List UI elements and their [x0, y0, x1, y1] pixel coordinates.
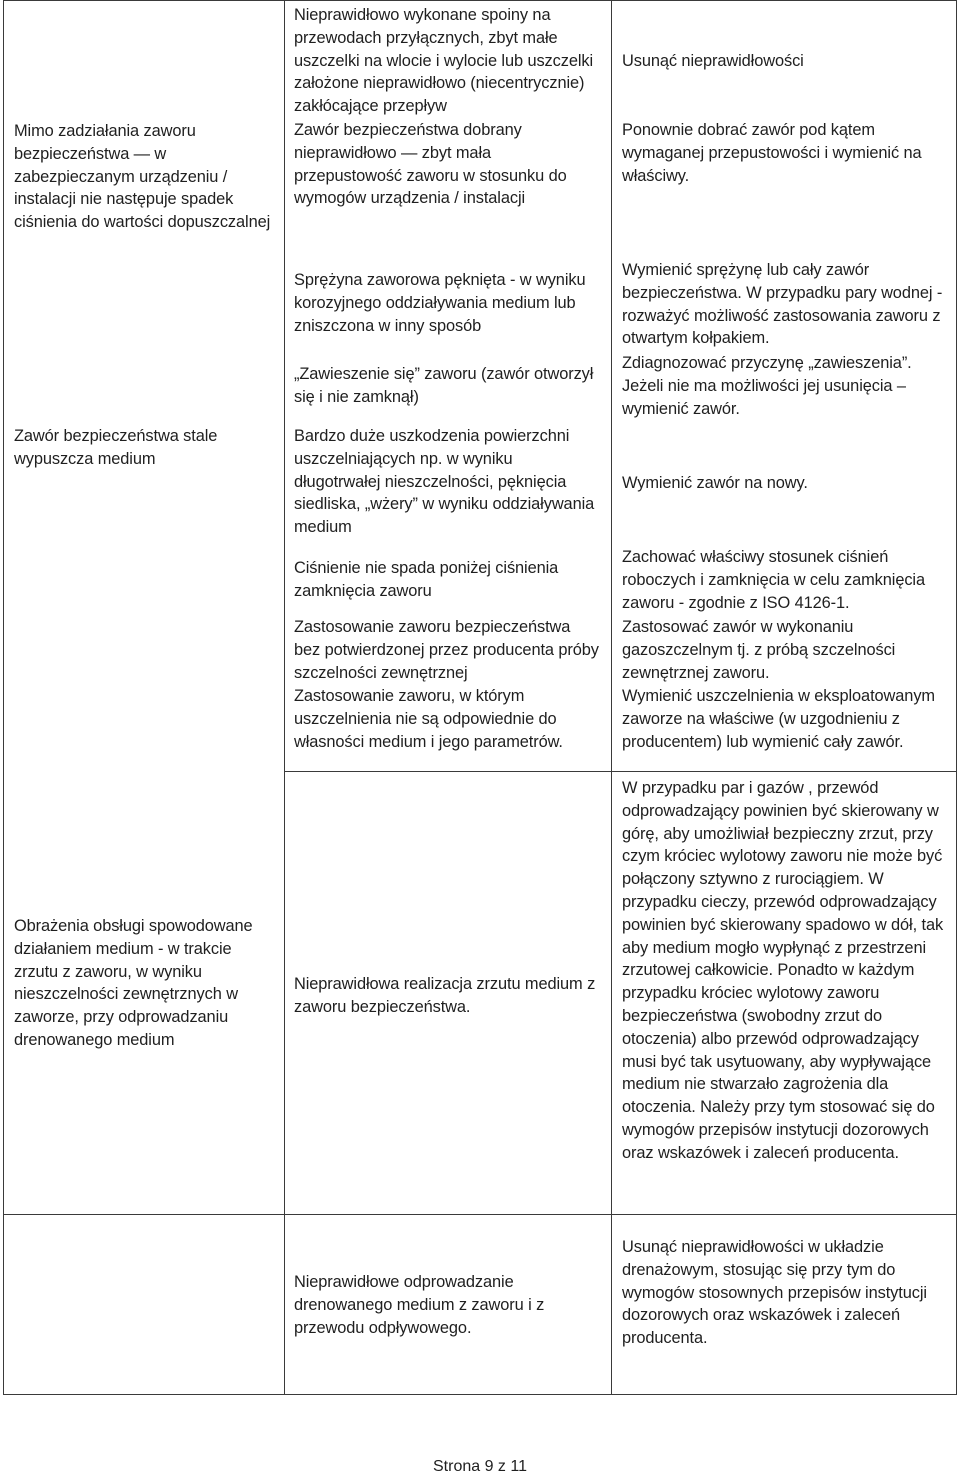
cause-cell-b: Zawór bezpieczeństwa dobrany nieprawidłowo — zbyt mała przepustowość zaworu w stosunku do wymogów urządzenia / instalacji: [294, 121, 567, 208]
remedy-cell-g: Zastosować zawór w wykonaniu gazoszczelnym tj. z próbą szczelności zewnętrznej zaworu.: [622, 618, 896, 682]
remedy-cell-i: W przypadku par i gazów , przewód odprowadzający powinien być skierowany w górę, aby umożliwiał bezpieczny zrzut, przy czym króciec wylotowy zaworu nie może być połączony sztywno z rurociągiem. W przypadku cieczy, przewód odprowadzający powinien być skierowany spadowo w dół, tak aby medium mogło wypłynąć z przestrzeni zrzutowej całkowicie. Ponadto w każdym przypadku króciec wylotowy zaworu bezpieczeństwa (swobodny zrzut do otoczenia) albo przewód odprowadzający musi być tak usytuowany, aby wypływające medium nie stwarzało zagrożenia dla otoczenia. Należy przy tym stosować się do wymogów przepisów instytucji dozorowych oraz wskazówek i zaleceń producenta.: [622, 779, 944, 1162]
remedy-cell-b: Ponownie dobrać zawór pod kątem wymaganej przepustowości i wymienić na właściwy.: [622, 121, 922, 185]
cause-cell-j: Nieprawidłowe odprowadzanie drenowanego medium z zaworu i z przewodu odpływowego.: [294, 1273, 545, 1337]
remedy-cell-j: Usunąć nieprawidłowości w układzie drenażowym, stosując się przy tym do wymogów stosownych przepisów instytucji dozorowych oraz wskazówek i zaleceń producenta.: [622, 1238, 927, 1348]
row-divider-h1: [284, 771, 957, 772]
cause-cell-d: „Zawieszenie się” zaworu (zawór otworzył się i nie zamknął): [294, 365, 594, 406]
cause-cell-f: Ciśnienie nie spada poniżej ciśnienia zamknięcia zaworu: [294, 559, 559, 600]
cause-cell-e: Bardzo duże uszkodzenia powierzchni uszczelniających np. w wyniku długotrwałej nieszczelności, pęknięcia siedliska, „wżery” w wyniku oddziaływania medium: [294, 427, 595, 537]
table-border-top: [3, 0, 957, 1]
cause-cell-i: Nieprawidłowa realizacja zrzutu medium z zaworu bezpieczeństwa.: [294, 975, 596, 1016]
table-border-right: [956, 0, 957, 1395]
remedy-cell-a: Usunąć nieprawidłowości: [622, 52, 804, 70]
table-divider-col1: [284, 0, 285, 1395]
remedy-cell-d: Zdiagnozować przyczynę „zawieszenia”. Jeżeli nie ma możliwości jej usunięcia – wymienić zawór.: [622, 354, 912, 418]
table-border-left: [3, 0, 4, 1395]
page-number: Strona 9 z 11: [433, 1458, 527, 1475]
table-border-bottom: [3, 1394, 957, 1395]
cause-cell-c: Sprężyna zaworowa pęknięta - w wyniku korozyjnego oddziaływania medium lub zniszczona w inny sposób: [294, 271, 586, 335]
cause-cell-g: Zastosowanie zaworu bezpieczeństwa bez potwierdzonej przez producenta próby szczelności zewnętrznej: [294, 618, 599, 682]
cause-cell-h: Zastosowanie zaworu, w którym uszczelnienia nie są odpowiednie do własności medium i jego parametrów.: [294, 687, 563, 751]
remedy-cell-e: Wymienić zawór na nowy.: [622, 474, 808, 492]
row-divider-h2: [3, 1214, 957, 1215]
remedy-cell-c: Wymienić sprężynę lub cały zawór bezpieczeństwa. W przypadku pary wodnej - rozważyć możliwość zastosowania zaworu z otwartym kołpakiem.: [622, 261, 943, 348]
cause-cell-a: Nieprawidłowo wykonane spoiny na przewodach przyłącznych, zbyt małe uszczelki na wlocie i wylocie lub uszczelki założone nieprawidłowo (niecentrycznie) zakłócające przepływ: [294, 6, 594, 116]
table-divider-col2: [611, 0, 612, 1395]
remedy-cell-f: Zachować właściwy stosunek ciśnień roboczych i zamknięcia w celu zamknięcia zaworu - zgodnie z ISO 4126-1.: [622, 548, 925, 612]
symptom-cell-2: Zawór bezpieczeństwa stale wypuszcza medium: [14, 427, 218, 468]
remedy-cell-h: Wymienić uszczelnienia w eksploatowanym zaworze na właściwe (w uzgodnieniu z producentem) lub wymienić cały zawór.: [622, 687, 935, 751]
symptom-cell-3: Obrażenia obsługi spowodowane działaniem medium - w trakcie zrzutu z zaworu, w wyniku nieszczelności zewnętrznych w zaworze, przy odprowadzaniu drenowanego medium: [14, 917, 253, 1049]
symptom-cell-1: Mimo zadziałania zaworu bezpieczeństwa — w zabezpieczanym urządzeniu / instalacji nie następuje spadek ciśnienia do wartości dopuszczalnej: [14, 122, 271, 232]
